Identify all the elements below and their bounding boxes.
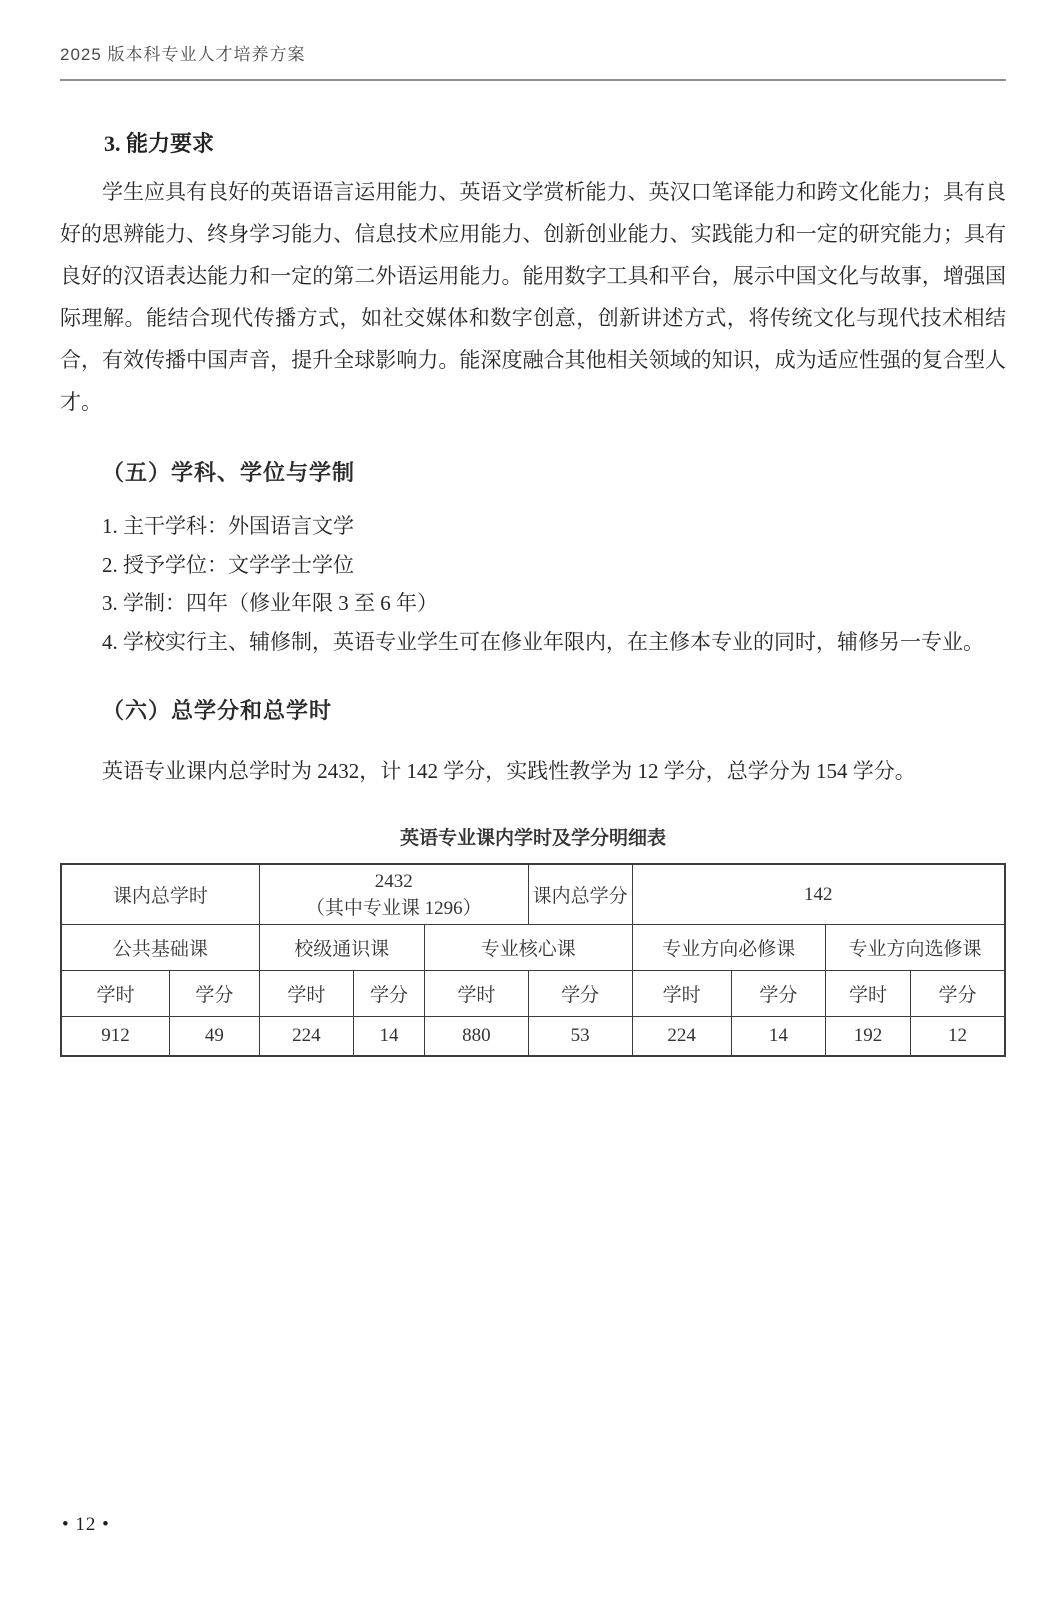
header-title: 2025 版本科专业人才培养方案 xyxy=(60,45,306,64)
value-cell: 192 xyxy=(826,1017,911,1057)
category-cell: 专业方向必修课 xyxy=(632,925,826,971)
category-cell: 校级通识课 xyxy=(259,925,424,971)
value-cell: 224 xyxy=(259,1017,353,1057)
list-item: 1. 主干学科：外国语言文学 xyxy=(102,514,354,538)
value-cell: 53 xyxy=(528,1017,632,1057)
table-row xyxy=(61,1017,1005,1057)
list-item: 2. 授予学位：文学学士学位 xyxy=(102,552,354,577)
category-cell: 专业核心课 xyxy=(424,925,632,971)
table-title: 英语专业课内学时及学分明细表 xyxy=(399,828,666,849)
value-cell: 880 xyxy=(424,1017,528,1057)
total-credits-label-cell: 课内总学分 xyxy=(528,864,632,925)
page-number: • 12 • xyxy=(62,1514,110,1535)
totals-paragraph: 英语专业课内总学时为 2432，计 142 学分，实践性教学为 12 学分，总学分为 154 学分。 xyxy=(102,759,916,783)
subheader-cell: 学时 xyxy=(424,971,528,1017)
value-cell: 12 xyxy=(911,1017,1005,1057)
section-six-heading: （六）总学分和总学时 xyxy=(102,698,333,723)
subheader-cell: 学时 xyxy=(259,971,353,1017)
subheader-cell: 学分 xyxy=(354,971,425,1017)
header-divider xyxy=(60,79,1006,81)
table-row xyxy=(61,971,1005,1017)
subheader-cell: 学分 xyxy=(911,971,1005,1017)
category-cell: 专业方向选修课 xyxy=(826,925,1005,971)
value-cell: 49 xyxy=(170,1017,260,1057)
subheader-cell: 学分 xyxy=(528,971,632,1017)
value-cell: 14 xyxy=(354,1017,425,1057)
subheader-cell: 学时 xyxy=(61,971,170,1017)
section-five-list xyxy=(60,507,1006,661)
category-cell: 公共基础课 xyxy=(61,925,259,971)
ability-heading: 3. 能力要求 xyxy=(104,131,215,156)
value-cell: 14 xyxy=(731,1017,825,1057)
table-row xyxy=(61,864,1005,925)
value-cell: 224 xyxy=(632,1017,731,1057)
section-five-heading: （五）学科、学位与学制 xyxy=(102,460,356,485)
document-header xyxy=(60,0,1006,65)
table-row xyxy=(61,925,1005,971)
total-hours-note: （其中专业课 1296） xyxy=(305,897,482,919)
value-cell: 912 xyxy=(61,1017,170,1057)
list-item: 3. 学制：四年（修业年限 3 至 6 年） xyxy=(102,591,438,615)
subheader-cell: 学时 xyxy=(826,971,911,1017)
credit-hours-table xyxy=(60,863,1006,1057)
total-hours-value-cell xyxy=(259,864,528,925)
total-hours-label-cell: 课内总学时 xyxy=(61,864,259,925)
subheader-cell: 学分 xyxy=(731,971,825,1017)
ability-paragraph: 学生应具有良好的英语语言运用能力、英语文学赏析能力、英汉口笔译能力和跨文化能力；具有良好的思辨能力、终身学习能力、信息技术应用能力、创新创业能力、实践能力和一定的研究能力；具有良好的汉语表达能力和一定的第二外语运用能力。能用数字工具和平台，展示中国文化与故事，增强国际理解。能结合现代传播方式，如社交媒体和数字创意，创新讲述方式，将传统文化与现代技术相结合，有效传播中国声音，提升全球影响力。能深度融合其他相关领域的知识，成为适应性强的复合型人才。 xyxy=(60,180,1006,414)
list-item: 4. 学校实行主、辅修制，英语专业学生可在修业年限内，在主修本专业的同时，辅修另一专业。 xyxy=(102,629,984,654)
total-hours-value: 2432 xyxy=(374,870,413,892)
subheader-cell: 学分 xyxy=(170,971,260,1017)
total-credits-value-cell: 142 xyxy=(632,864,1005,925)
subheader-cell: 学时 xyxy=(632,971,731,1017)
